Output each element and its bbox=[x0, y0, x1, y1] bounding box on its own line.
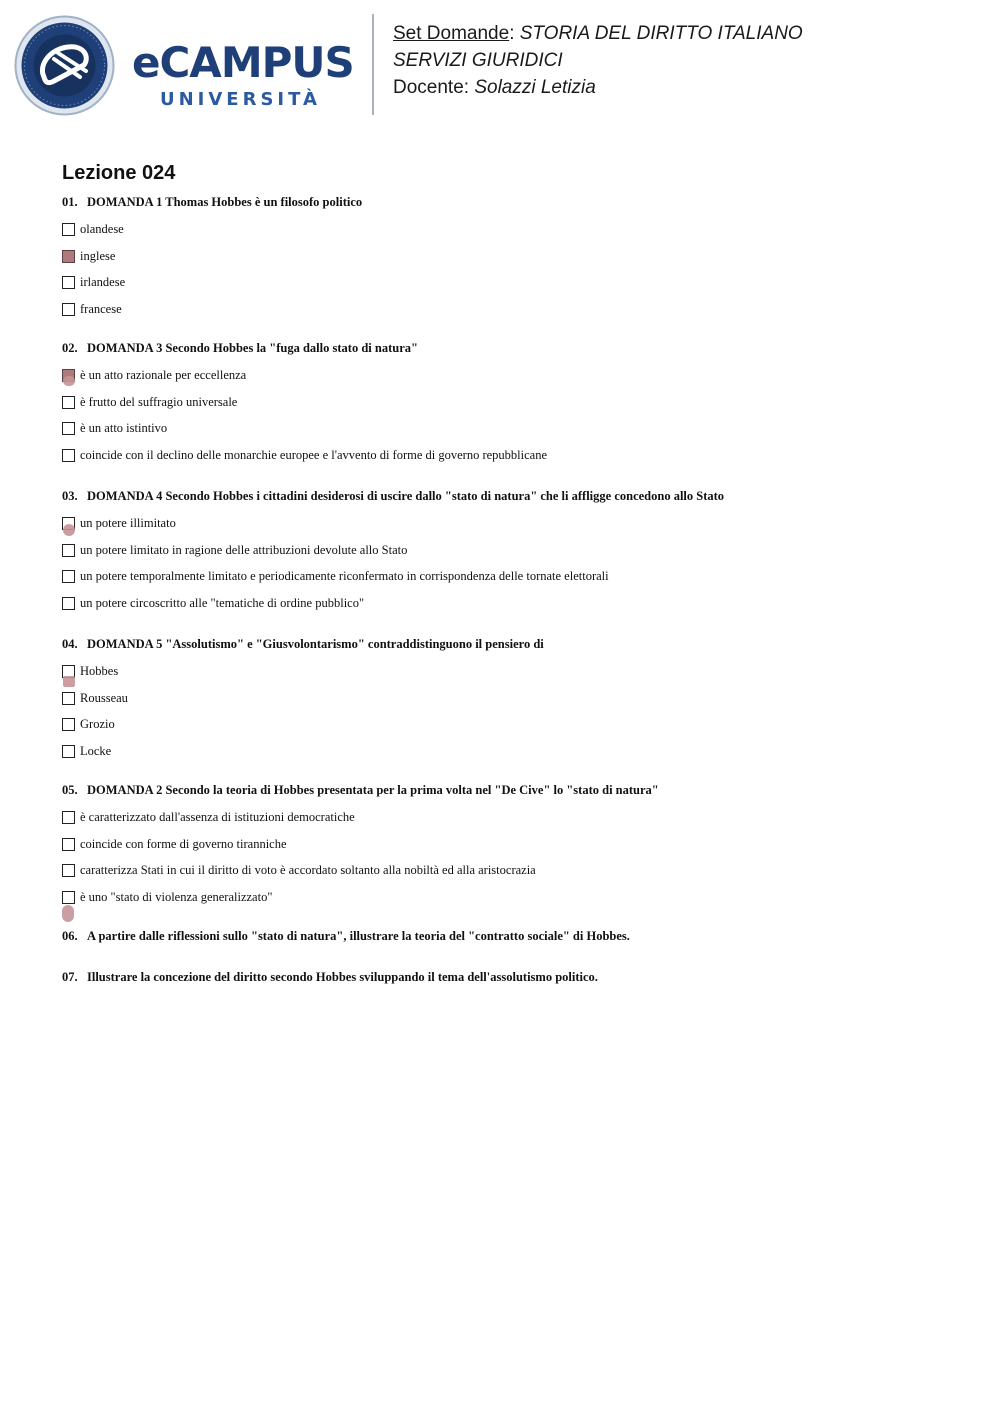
answer-option[interactable] bbox=[62, 421, 962, 448]
answer-option[interactable] bbox=[62, 691, 962, 718]
option-label: coincide con forme di governo tiranniche bbox=[80, 836, 287, 851]
answer-option[interactable] bbox=[62, 395, 962, 422]
checkbox-icon[interactable] bbox=[62, 396, 75, 409]
question-title bbox=[62, 487, 962, 505]
lesson-title: Lezione 024 bbox=[62, 162, 176, 184]
checkbox-icon[interactable] bbox=[62, 864, 75, 877]
answer-option[interactable] bbox=[62, 448, 962, 475]
answer-option[interactable] bbox=[62, 543, 962, 570]
open-question bbox=[62, 968, 962, 986]
question-number: 07. bbox=[62, 970, 78, 984]
checkbox-icon[interactable] bbox=[62, 570, 75, 583]
option-label: è un atto razionale per eccellenza bbox=[80, 368, 247, 382]
question bbox=[62, 487, 962, 635]
ink-mark bbox=[63, 376, 75, 386]
option-label: inglese bbox=[80, 248, 116, 263]
checkbox-icon[interactable] bbox=[62, 449, 75, 462]
answer-option[interactable] bbox=[62, 890, 962, 917]
answer-option[interactable] bbox=[62, 516, 962, 543]
open-question bbox=[62, 927, 962, 968]
brand-name: eCAMPUS bbox=[132, 38, 354, 87]
checkbox-icon[interactable] bbox=[62, 692, 75, 705]
question-text: DOMANDA 3 Secondo Hobbes la "fuga dallo stato di natura" bbox=[87, 341, 418, 355]
checkbox-icon[interactable] bbox=[62, 811, 75, 824]
question-title bbox=[62, 781, 962, 799]
option-label: caratterizza Stati in cui il diritto di voto è accordato soltanto alla nobiltà ed alla aristocrazia bbox=[80, 863, 536, 877]
checkbox-icon[interactable] bbox=[62, 223, 75, 236]
question-title bbox=[62, 339, 962, 357]
brand-subtitle: UNIVERSITÀ bbox=[160, 89, 321, 110]
question-text: DOMANDA 5 "Assolutismo" e "Giusvolontarismo" contraddistinguono il pensiero di bbox=[87, 637, 544, 651]
answer-option[interactable] bbox=[62, 744, 962, 771]
question-number: 04. bbox=[62, 637, 78, 651]
brand-logo bbox=[132, 40, 357, 112]
teacher-label: Docente: bbox=[393, 77, 475, 98]
option-label: è uno "stato di violenza generalizzato" bbox=[80, 889, 273, 904]
option-label: un potere circoscritto alle "tematiche di ordine pubblico" bbox=[80, 595, 365, 610]
checkbox-checked-icon[interactable] bbox=[62, 250, 75, 263]
question-text: DOMANDA 4 Secondo Hobbes i cittadini desiderosi di uscire dallo "stato di natura" che li affligge concedono allo Stato bbox=[87, 489, 725, 503]
question-number: 05. bbox=[62, 783, 78, 797]
question-number: 02. bbox=[62, 341, 78, 355]
option-label: è caratterizzato dall'assenza di istituzioni democratiche bbox=[80, 810, 355, 824]
question bbox=[62, 781, 962, 927]
option-label: un potere temporalmente limitato e periodicamente riconfermato in corrispondenza delle tornate elettorali bbox=[80, 569, 609, 583]
answer-option[interactable] bbox=[62, 810, 962, 837]
checkbox-icon[interactable] bbox=[62, 303, 75, 316]
question bbox=[62, 635, 962, 781]
option-label: irlandese bbox=[80, 275, 126, 289]
ink-mark bbox=[63, 676, 75, 687]
ink-mark bbox=[62, 905, 74, 922]
checkbox-icon[interactable] bbox=[62, 891, 75, 904]
question-number: 06. bbox=[62, 929, 78, 943]
answer-option[interactable] bbox=[62, 596, 962, 623]
option-label: Rousseau bbox=[80, 690, 128, 705]
answer-option[interactable] bbox=[62, 863, 962, 890]
teacher-line bbox=[393, 74, 803, 101]
teacher-name: Solazzi Letizia bbox=[474, 77, 596, 98]
header-info bbox=[393, 20, 803, 101]
course-title: STORIA DEL DIRITTO ITALIANO bbox=[519, 23, 803, 44]
question-text: DOMANDA 2 Secondo la teoria di Hobbes presentata per la prima volta nel "De Cive" lo "stato di natura" bbox=[87, 783, 659, 797]
question-text: A partire dalle riflessioni sullo "stato di natura", illustrare la teoria del "contratto sociale" di Hobbes. bbox=[87, 929, 630, 943]
option-label: Locke bbox=[80, 743, 112, 758]
question-title bbox=[62, 968, 962, 986]
question-list bbox=[62, 193, 962, 986]
answer-option[interactable] bbox=[62, 302, 962, 329]
answer-option[interactable] bbox=[62, 249, 962, 276]
set-label: Set Domande bbox=[393, 23, 510, 44]
question bbox=[62, 339, 962, 487]
checkbox-icon[interactable] bbox=[62, 422, 75, 435]
option-label: è un atto istintivo bbox=[80, 421, 168, 435]
answer-option[interactable] bbox=[62, 837, 962, 864]
answer-option[interactable] bbox=[62, 569, 962, 596]
university-seal-icon bbox=[14, 15, 115, 116]
option-label: olandese bbox=[80, 222, 124, 236]
page-header bbox=[0, 0, 1000, 130]
set-separator: : bbox=[509, 23, 520, 44]
answer-option[interactable] bbox=[62, 368, 962, 395]
ink-mark bbox=[63, 524, 75, 536]
question-number: 01. bbox=[62, 195, 78, 209]
option-label: un potere illimitato bbox=[80, 516, 176, 530]
option-label: Grozio bbox=[80, 717, 115, 731]
answer-option[interactable] bbox=[62, 664, 962, 691]
checkbox-icon[interactable] bbox=[62, 597, 75, 610]
checkbox-icon[interactable] bbox=[62, 544, 75, 557]
header-divider bbox=[372, 14, 374, 115]
checkbox-icon[interactable] bbox=[62, 745, 75, 758]
course-subtitle: SERVIZI GIURIDICI bbox=[393, 50, 563, 71]
question bbox=[62, 193, 962, 339]
option-label: francese bbox=[80, 301, 122, 316]
question-number: 03. bbox=[62, 489, 78, 503]
option-label: è frutto del suffragio universale bbox=[80, 394, 238, 409]
checkbox-icon[interactable] bbox=[62, 276, 75, 289]
answer-option[interactable] bbox=[62, 717, 962, 744]
answer-option[interactable] bbox=[62, 275, 962, 302]
question-title bbox=[62, 927, 962, 945]
option-label: un potere limitato in ragione delle attribuzioni devolute allo Stato bbox=[80, 542, 408, 557]
option-label: Hobbes bbox=[80, 664, 119, 678]
course-line bbox=[393, 20, 803, 47]
checkbox-icon[interactable] bbox=[62, 838, 75, 851]
question-text: Illustrare la concezione del diritto secondo Hobbes sviluppando il tema dell'assolutismo politico. bbox=[87, 970, 598, 984]
question-title bbox=[62, 635, 962, 653]
question-title bbox=[62, 193, 962, 211]
answer-option[interactable] bbox=[62, 222, 962, 249]
checkbox-icon[interactable] bbox=[62, 718, 75, 731]
question-text: DOMANDA 1 Thomas Hobbes è un filosofo politico bbox=[87, 195, 363, 209]
option-label: coincide con il declino delle monarchie europee e l'avvento di forme di governo repubblicane bbox=[80, 447, 547, 462]
